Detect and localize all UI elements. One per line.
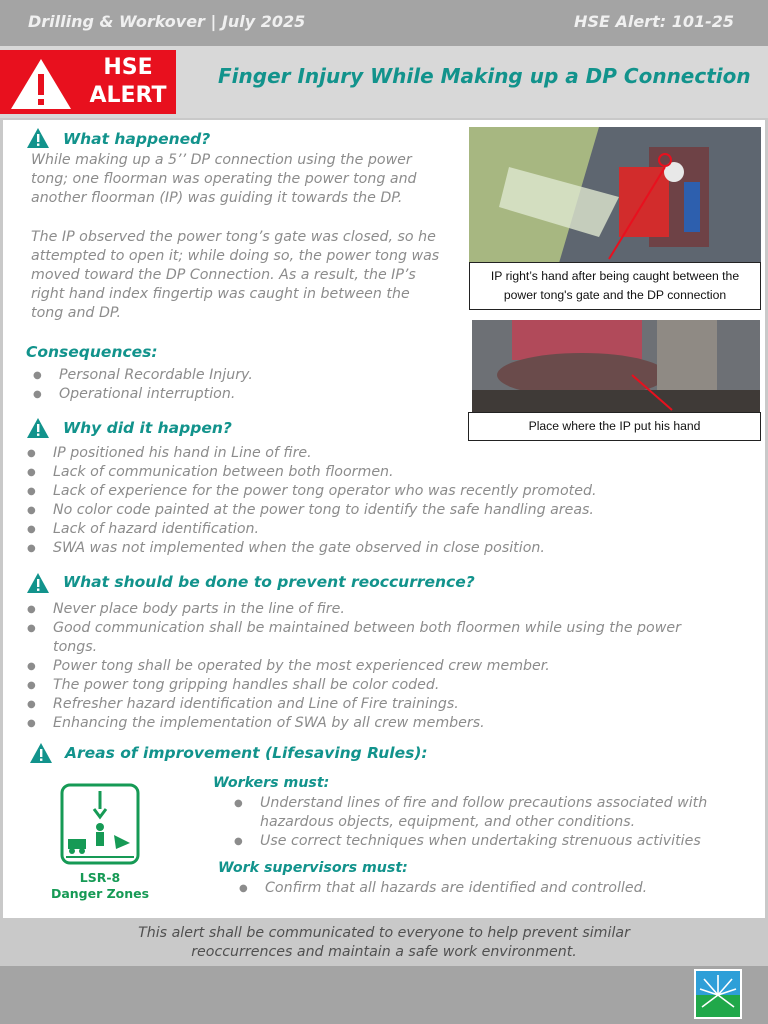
supervisors-heading: Work supervisors must: bbox=[218, 860, 408, 876]
warning-icon bbox=[26, 417, 50, 439]
warning-icon bbox=[29, 742, 53, 764]
list-item: ● Lack of communication between both floormen. bbox=[25, 463, 745, 482]
list-item: ● Personal Recordable Injury. bbox=[31, 366, 431, 385]
caption-line: power tong's gate and the DP connection bbox=[503, 288, 727, 302]
badge-line-alert: ALERT bbox=[89, 83, 167, 108]
text-line: another floorman (IP) was guiding it towards the DP. bbox=[31, 190, 403, 206]
list-item: ● Use correct techniques when undertaking strenuous activities bbox=[232, 832, 732, 851]
list-item: ● Good communication shall be maintained between both floormen while using the power tongs. bbox=[25, 619, 685, 657]
location-photo bbox=[472, 320, 760, 413]
list-item: ● Lack of hazard identification. bbox=[25, 520, 745, 539]
consequences-heading: Consequences: bbox=[26, 343, 158, 361]
text-line: While making up a 5’’ DP connection using the power bbox=[31, 152, 412, 168]
department-date: Drilling & Workover | July 2025 bbox=[28, 12, 306, 31]
list-item: ● Refresher hazard identification and Line of Fire trainings. bbox=[25, 695, 685, 714]
prevent-list bbox=[25, 600, 685, 733]
footer-line: reoccurrences and maintain a safe work environment. bbox=[191, 944, 577, 960]
lsr8-danger-zones-icon bbox=[60, 783, 140, 865]
text-line: The IP observed the power tong’s gate was closed, so he bbox=[31, 229, 436, 245]
footer-note bbox=[0, 924, 768, 962]
injury-photo-illustration bbox=[469, 127, 761, 263]
warning-icon bbox=[26, 572, 50, 594]
lsr-title: Danger Zones bbox=[50, 886, 150, 901]
text-line: tong and DP. bbox=[31, 305, 121, 321]
bottom-bar bbox=[0, 966, 768, 1024]
caption-line: IP right’s hand after being caught between the bbox=[490, 269, 740, 283]
badge-line-hse: HSE bbox=[103, 55, 153, 80]
top-bar bbox=[0, 0, 768, 46]
what-happened-paragraph-1 bbox=[31, 151, 417, 208]
footer-line: This alert shall be communicated to everyone to help prevent similar bbox=[138, 925, 630, 941]
list-item: ● Enhancing the implementation of SWA by all crew members. bbox=[25, 714, 685, 733]
warning-icon bbox=[26, 127, 50, 149]
injury-photo-caption bbox=[469, 262, 761, 310]
list-item: ● No color code painted at the power tong to identify the safe handling areas. bbox=[25, 501, 745, 520]
prevent-heading: What should be done to prevent reoccurrence? bbox=[63, 573, 475, 591]
location-photo-illustration bbox=[472, 320, 760, 413]
list-item: ● Power tong shall be operated by the most experienced crew member. bbox=[25, 657, 685, 676]
list-item: ● Operational interruption. bbox=[31, 385, 431, 404]
location-photo-caption: Place where the IP put his hand bbox=[468, 412, 761, 441]
alert-title: Finger Injury While Making up a DP Connection bbox=[218, 64, 751, 88]
supervisors-list bbox=[237, 879, 737, 898]
workers-list bbox=[232, 794, 732, 851]
list-item: ● Confirm that all hazards are identified and controlled. bbox=[237, 879, 737, 898]
why-heading: Why did it happen? bbox=[63, 419, 232, 437]
consequences-list bbox=[31, 366, 431, 404]
text-line: attempted to open it; while doing so, the power tong was bbox=[31, 248, 440, 264]
lsr-label bbox=[40, 870, 160, 902]
improvement-heading: Areas of improvement (Lifesaving Rules): bbox=[65, 744, 428, 762]
alert-number: HSE Alert: 101-25 bbox=[574, 12, 734, 31]
workers-heading: Workers must: bbox=[213, 775, 330, 791]
company-logo bbox=[694, 969, 742, 1019]
what-happened-heading: What happened? bbox=[63, 130, 211, 148]
why-list bbox=[25, 444, 745, 558]
list-item: ● SWA was not implemented when the gate observed in close position. bbox=[25, 539, 745, 558]
list-item: ● Understand lines of fire and follow precautions associated with hazardous objects, equipment, and other conditions. bbox=[232, 794, 732, 832]
text-line: tong; one floorman was operating the power tong and bbox=[31, 171, 417, 187]
lsr-code: LSR-8 bbox=[79, 870, 121, 885]
warning-icon bbox=[8, 56, 74, 112]
text-line: moved toward the DP Connection. As a result, the IP’s bbox=[31, 267, 416, 283]
hse-alert-badge bbox=[0, 50, 176, 114]
list-item: ● IP positioned his hand in Line of fire. bbox=[25, 444, 745, 463]
what-happened-paragraph-2 bbox=[31, 228, 439, 323]
list-item: ● Lack of experience for the power tong operator who was recently promoted. bbox=[25, 482, 745, 501]
injury-photo bbox=[469, 127, 761, 263]
list-item: ● Never place body parts in the line of fire. bbox=[25, 600, 685, 619]
list-item: ● The power tong gripping handles shall be color coded. bbox=[25, 676, 685, 695]
text-line: right hand index fingertip was caught in between the bbox=[31, 286, 410, 302]
